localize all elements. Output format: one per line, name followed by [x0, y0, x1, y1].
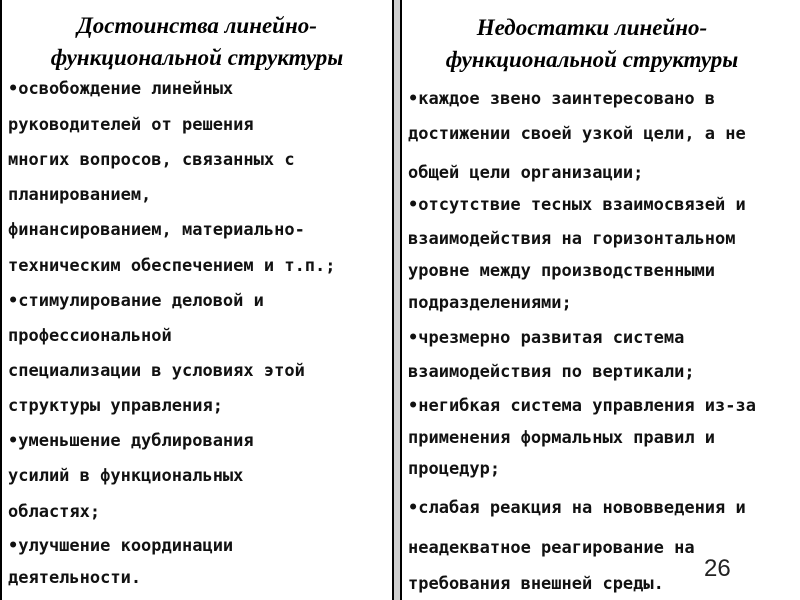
advantages-list-line: •освобождение линейных — [8, 79, 234, 99]
disadvantages-column — [400, 0, 800, 600]
disadvantages-title — [402, 12, 782, 76]
disadvantages-list-line: процедур; — [408, 459, 501, 479]
disadvantages-title-line-1: Недостатки линейно- — [476, 15, 708, 40]
advantages-list-line: финансированием, материально- — [8, 220, 305, 240]
advantages-list-line: деятельности. — [8, 568, 142, 588]
advantages-list-line: профессиональной — [8, 326, 172, 346]
disadvantages-list-line: взаимодействия на горизонтальном — [408, 229, 736, 249]
disadvantages-list-line: неадекватное реагирование на — [408, 538, 695, 558]
advantages-list-line: руководителей от решения — [8, 115, 254, 135]
disadvantages-list-line: •негибкая система управления из-за — [408, 396, 756, 416]
advantages-list-line: •уменьшение дублирования — [8, 431, 254, 451]
disadvantages-title-line-2: функциональной структуры — [445, 47, 739, 72]
advantages-list-line: областях; — [8, 502, 101, 522]
disadvantages-list-line: достижении своей узкой цели, а не — [408, 124, 746, 144]
advantages-list-line: специализации в условиях этой — [8, 361, 305, 381]
disadvantages-list-line: •слабая реакция на нововведения и — [408, 498, 746, 518]
disadvantages-list-line: подразделениями; — [408, 293, 572, 313]
disadvantages-list-line: общей цели организации; — [408, 163, 644, 183]
disadvantages-list-line: взаимодействия по вертикали; — [408, 362, 695, 382]
advantages-list-line: •улучшение координации — [8, 536, 234, 556]
disadvantages-list-line: •каждое звено заинтересовано в — [408, 89, 716, 109]
page-number: 26 — [704, 555, 731, 582]
advantages-list-line: •стимулирование деловой и — [8, 291, 264, 311]
disadvantages-list-line: применения формальных правил и — [408, 428, 716, 448]
advantages-title-line-2: функциональной структуры — [50, 45, 344, 70]
advantages-list-line: техническим обеспечением и т.п.; — [8, 256, 336, 276]
advantages-title — [2, 10, 392, 74]
advantages-column — [0, 0, 394, 600]
advantages-list-line: структуры управления; — [8, 396, 223, 416]
advantages-title-line-1: Достоинства линейно- — [77, 13, 317, 38]
advantages-list-line: многих вопросов, связанных с — [8, 150, 295, 170]
disadvantages-list-line: •отсутствие тесных взаимосвязей и — [408, 195, 746, 215]
advantages-list-line: усилий в функциональных — [8, 466, 244, 486]
advantages-list-line: планированием, — [8, 185, 152, 205]
disadvantages-list-line: •чрезмерно развитая система — [408, 328, 685, 348]
disadvantages-list-line: уровне между производственными — [408, 261, 716, 281]
disadvantages-list-line: требования внешней среды. — [408, 574, 664, 594]
